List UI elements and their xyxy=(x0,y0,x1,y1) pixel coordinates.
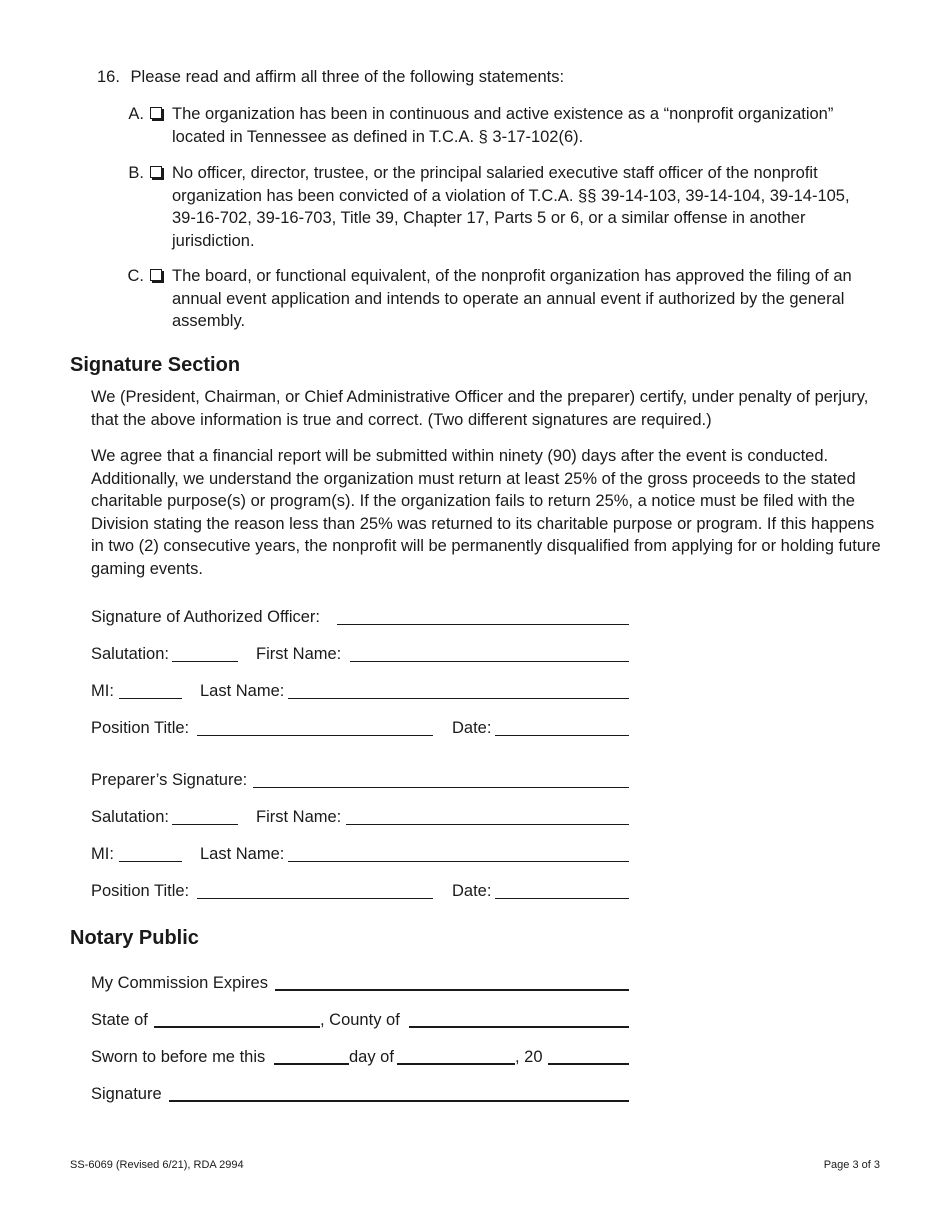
state-label: State of xyxy=(91,1011,148,1029)
financial-report-paragraph: We agree that a financial report will be submitted within ninety (90) days after the event is conducted. Additionally, we understand the organization must return at least 25% of the gross proceeds to the stated charitable purpose(s) or program(s). If the organization fails to return 25%, a notice must be filed with the Division stating the reason less than 25% was returned to its charitable purpose or program. If this happens in two (2) consecutive years, the nonprofit will be permanently disqualified from applying for or holding future gaming events. xyxy=(91,447,881,578)
question-prompt: Please read and affirm all three of the following statements: xyxy=(130,68,565,86)
officer-date-label: Date: xyxy=(452,719,492,737)
officer-first-name-field[interactable] xyxy=(350,661,629,662)
sworn-year-field[interactable] xyxy=(548,1063,629,1065)
year-label: , 20 xyxy=(515,1048,543,1066)
sworn-label: Sworn to before me this xyxy=(91,1048,266,1066)
preparer-position-label: Position Title: xyxy=(91,882,190,900)
question-number: 16. xyxy=(97,68,120,86)
officer-mi-field[interactable] xyxy=(119,698,182,699)
state-field[interactable] xyxy=(154,1026,320,1028)
signature-section-heading: Signature Section xyxy=(70,354,241,376)
statement-letter: A. xyxy=(128,105,144,123)
preparer-mi-label: MI: xyxy=(91,845,114,863)
certification-paragraph: We (President, Chairman, or Chief Administrative Officer and the preparer) certify, under penalty of perjury, that the above information is true and correct. (Two different signatures are required.) xyxy=(91,388,869,429)
officer-first-name-label: First Name: xyxy=(256,645,342,663)
officer-last-name-field[interactable] xyxy=(288,698,629,699)
question-16 xyxy=(97,68,564,87)
preparer-date-label: Date: xyxy=(452,882,492,900)
notary-heading: Notary Public xyxy=(70,927,199,949)
county-field[interactable] xyxy=(409,1026,629,1028)
preparer-salutation-field[interactable] xyxy=(172,824,238,825)
preparer-salutation-label: Salutation: xyxy=(91,808,169,826)
statement-text: The board, or functional equivalent, of the nonprofit organization has approved the filing of an annual event application and intends to operate an annual event if authorized by the general assembly. xyxy=(172,267,852,330)
page-number: Page 3 of 3 xyxy=(823,1159,880,1171)
statement-text: The organization has been in continuous and active existence as a “nonprofit organization” located in Tennessee as defined in T.C.A. § 3-17-102(6). xyxy=(172,105,834,146)
preparer-mi-field[interactable] xyxy=(119,861,182,862)
officer-salutation-label: Salutation: xyxy=(91,645,169,663)
preparer-first-name-field[interactable] xyxy=(346,824,629,825)
form-id: SS-6069 (Revised 6/21), RDA 2994 xyxy=(70,1159,244,1171)
officer-last-name-label: Last Name: xyxy=(200,682,285,700)
preparer-signature-field[interactable] xyxy=(253,787,629,788)
officer-signature-label: Signature of Authorized Officer: xyxy=(91,608,320,626)
sworn-month-field[interactable] xyxy=(397,1063,515,1065)
preparer-date-field[interactable] xyxy=(495,898,629,899)
preparer-last-name-field[interactable] xyxy=(288,861,629,862)
statement-b-checkbox[interactable] xyxy=(150,166,162,178)
statement-c-checkbox[interactable] xyxy=(150,269,162,281)
commission-label: My Commission Expires xyxy=(91,974,268,992)
commission-expires-field[interactable] xyxy=(275,989,629,991)
preparer-position-field[interactable] xyxy=(197,898,433,899)
statement-letter: B. xyxy=(128,164,144,182)
officer-position-label: Position Title: xyxy=(91,719,190,737)
officer-date-field[interactable] xyxy=(495,735,629,736)
statement-a xyxy=(124,103,876,148)
preparer-signature-label: Preparer’s Signature: xyxy=(91,771,248,789)
statement-letter: C. xyxy=(127,267,144,285)
officer-salutation-field[interactable] xyxy=(172,661,238,662)
notary-signature-label: Signature xyxy=(91,1085,162,1103)
statement-a-checkbox[interactable] xyxy=(150,107,162,119)
officer-mi-label: MI: xyxy=(91,682,114,700)
statement-text: No officer, director, trustee, or the principal salaried executive staff officer of the nonprofit organization has been convicted of a violation of T.C.A. §§ 39-14-103, 39-14-104, 39-14-105, 39-16-702, 39-16-703, Title 39, Chapter 17, Parts 5 or 6, or a similar offense in another jurisdiction. xyxy=(172,164,850,250)
preparer-last-name-label: Last Name: xyxy=(200,845,285,863)
sworn-day-field[interactable] xyxy=(274,1063,349,1065)
county-label: , County of xyxy=(320,1011,400,1029)
statement-c xyxy=(124,265,876,333)
statement-b xyxy=(124,162,876,252)
officer-signature-field[interactable] xyxy=(337,624,629,625)
day-of-label: day of xyxy=(349,1048,394,1066)
officer-position-field[interactable] xyxy=(197,735,433,736)
notary-signature-field[interactable] xyxy=(169,1100,629,1102)
preparer-first-name-label: First Name: xyxy=(256,808,342,826)
